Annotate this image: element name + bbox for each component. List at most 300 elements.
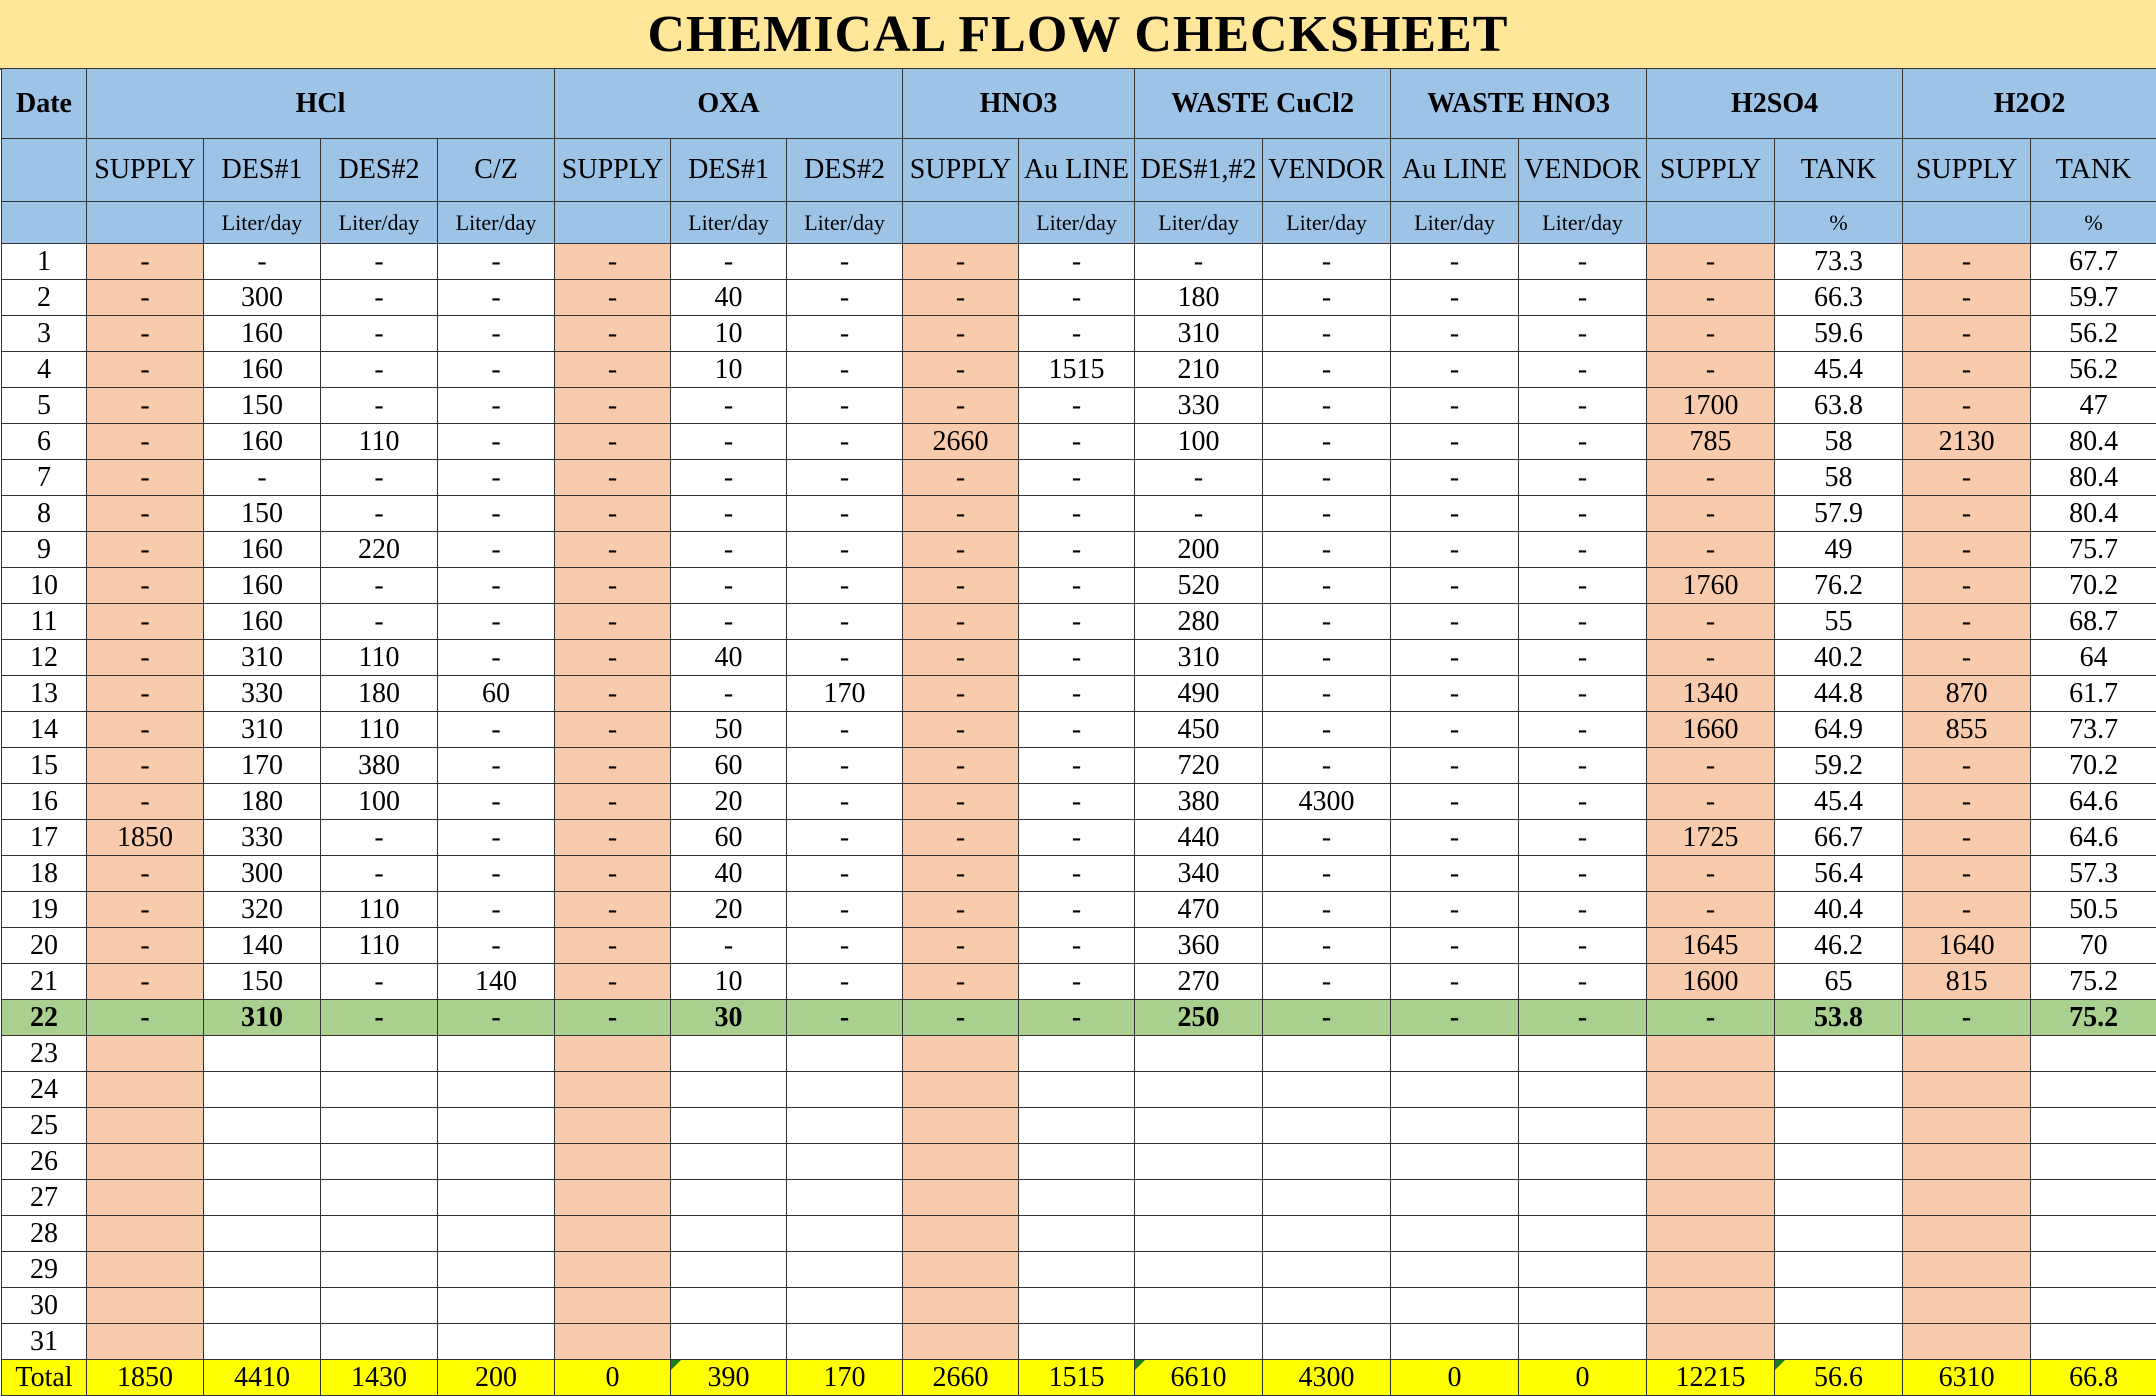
table-cell: 4300 [1263,784,1391,820]
date-unit-blank [2,202,87,244]
table-cell: 30 [671,1000,787,1036]
table-cell [87,1144,204,1180]
table-cell: - [787,604,903,640]
table-cell: - [1391,316,1519,352]
table-cell [1647,1216,1775,1252]
table-cell [1519,1324,1647,1360]
table-cell: - [787,820,903,856]
table-cell [2031,1288,2156,1324]
table-cell: - [1519,604,1647,640]
table-cell: - [87,964,204,1000]
table-cell [2031,1180,2156,1216]
table-cell [1903,1072,2031,1108]
table-cell: - [1903,640,2031,676]
table-cell: - [787,748,903,784]
table-cell [787,1324,903,1360]
table-cell: - [204,460,321,496]
table-cell [204,1144,321,1180]
unit-header [903,202,1019,244]
column-header: DES#1 [671,139,787,202]
table-cell: - [1263,748,1391,784]
table-cell: - [1519,712,1647,748]
table-cell [2031,1252,2156,1288]
table-cell: - [903,640,1019,676]
table-cell: 380 [321,748,438,784]
table-cell [555,1216,671,1252]
table-cell: 64.9 [1775,712,1903,748]
column-header: DES#2 [787,139,903,202]
table-cell: 270 [1135,964,1263,1000]
unit-header: % [1775,202,1903,244]
unit-header: Liter/day [1263,202,1391,244]
table-cell: - [1263,604,1391,640]
table-cell: - [1903,892,2031,928]
column-header: C/Z [438,139,555,202]
date-cell: 9 [2,532,87,568]
table-cell: - [787,280,903,316]
table-cell [1775,1072,1903,1108]
table-row [2,892,2156,928]
table-cell: 330 [204,820,321,856]
table-cell: - [1019,640,1135,676]
table-cell: - [671,568,787,604]
table-cell [671,1036,787,1072]
table-cell [1519,1036,1647,1072]
table-cell: - [1263,388,1391,424]
table-cell [1647,1180,1775,1216]
table-cell: 80.4 [2031,496,2156,532]
table-cell: 20 [671,784,787,820]
table-cell [555,1144,671,1180]
total-cell: 390 [671,1360,787,1396]
table-cell: 75.2 [2031,1000,2156,1036]
table-cell: - [1647,352,1775,388]
table-cell: 10 [671,352,787,388]
table-cell: - [1647,748,1775,784]
table-cell [1135,1252,1263,1288]
table-cell: - [438,568,555,604]
table-cell: 180 [1135,280,1263,316]
table-cell: - [903,1000,1019,1036]
table-cell: 60 [671,820,787,856]
table-cell: 73.3 [1775,244,1903,280]
table-cell [1263,1108,1391,1144]
table-cell: - [1391,820,1519,856]
table-cell: - [555,388,671,424]
table-cell: 170 [204,748,321,784]
table-cell: - [787,496,903,532]
table-cell: - [1263,352,1391,388]
table-cell [1647,1072,1775,1108]
table-cell [1903,1036,2031,1072]
table-cell: - [1903,388,2031,424]
table-cell [321,1144,438,1180]
table-cell: - [1135,496,1263,532]
table-cell: 360 [1135,928,1263,964]
table-cell [555,1288,671,1324]
table-cell: - [555,748,671,784]
table-cell [438,1288,555,1324]
unit-header: Liter/day [321,202,438,244]
table-cell [438,1036,555,1072]
table-cell: - [671,388,787,424]
table-cell [204,1288,321,1324]
table-cell: - [321,1000,438,1036]
date-header: Date [2,69,87,139]
table-cell: - [1391,640,1519,676]
table-cell: - [1647,316,1775,352]
total-cell: 0 [1519,1360,1647,1396]
table-cell [321,1180,438,1216]
unit-header: Liter/day [1519,202,1647,244]
unit-header: Liter/day [1019,202,1135,244]
table-cell: - [555,568,671,604]
table-cell [87,1036,204,1072]
table-cell: - [671,244,787,280]
table-cell [671,1072,787,1108]
table-cell [671,1324,787,1360]
table-row [2,1108,2156,1144]
table-cell [1391,1288,1519,1324]
table-cell: - [671,496,787,532]
table-cell: - [87,424,204,460]
table-cell: - [438,892,555,928]
column-header: SUPPLY [555,139,671,202]
table-cell: 57.9 [1775,496,1903,532]
table-cell: - [1263,928,1391,964]
table-cell [1903,1144,2031,1180]
unit-header [87,202,204,244]
table-cell [1647,1324,1775,1360]
table-cell [204,1036,321,1072]
date-cell: 21 [2,964,87,1000]
table-cell: - [903,748,1019,784]
table-cell: - [321,316,438,352]
table-cell [1263,1324,1391,1360]
table-cell: - [321,820,438,856]
table-cell: - [903,928,1019,964]
table-cell: 340 [1135,856,1263,892]
table-cell: 520 [1135,568,1263,604]
table-cell: - [903,460,1019,496]
table-cell: - [1019,424,1135,460]
date-cell: 6 [2,424,87,460]
table-cell: 250 [1135,1000,1263,1036]
group-header-waste-cucl2: WASTE CuCl2 [1135,69,1391,139]
table-cell: 65 [1775,964,1903,1000]
table-cell: - [1019,280,1135,316]
table-row [2,820,2156,856]
table-cell [787,1144,903,1180]
table-cell: 1700 [1647,388,1775,424]
sheet-title: CHEMICAL FLOW CHECKSHEET [0,0,2156,70]
date-header-blank [2,139,87,202]
table-cell: - [1647,280,1775,316]
table-cell [555,1324,671,1360]
table-cell: - [87,748,204,784]
table-row [2,280,2156,316]
table-cell: 160 [204,316,321,352]
date-cell: 13 [2,676,87,712]
table-cell: - [787,316,903,352]
table-cell: - [1019,892,1135,928]
table-cell: - [1391,568,1519,604]
table-cell [1263,1288,1391,1324]
date-cell: 20 [2,928,87,964]
table-cell: - [787,460,903,496]
table-cell [903,1072,1019,1108]
table-cell [1903,1252,2031,1288]
table-cell [204,1216,321,1252]
table-cell: - [87,460,204,496]
table-cell [903,1144,1019,1180]
table-cell: 300 [204,280,321,316]
table-cell: - [1263,676,1391,712]
table-cell: - [321,964,438,1000]
table-cell: 40 [671,856,787,892]
table-cell: 40 [671,280,787,316]
table-row [2,532,2156,568]
date-cell: 1 [2,244,87,280]
date-cell: 15 [2,748,87,784]
table-cell: 57.3 [2031,856,2156,892]
table-cell [787,1072,903,1108]
table-cell: - [555,532,671,568]
table-cell: 330 [204,676,321,712]
table-cell: - [87,712,204,748]
table-cell: 440 [1135,820,1263,856]
table-cell [903,1216,1019,1252]
table-cell [2031,1072,2156,1108]
table-cell: - [555,1000,671,1036]
table-cell: - [1903,748,2031,784]
date-cell: 26 [2,1144,87,1180]
table-cell [1019,1144,1135,1180]
table-cell: 1640 [1903,928,2031,964]
table-cell: - [903,388,1019,424]
table-cell [321,1216,438,1252]
table-cell: - [1647,496,1775,532]
total-cell: 4300 [1263,1360,1391,1396]
table-cell: - [1019,388,1135,424]
table-cell: - [787,1000,903,1036]
table-cell: - [1903,460,2031,496]
date-cell: 31 [2,1324,87,1360]
column-header: TANK [2031,139,2156,202]
table-cell: - [87,604,204,640]
date-cell: 23 [2,1036,87,1072]
table-cell: - [903,820,1019,856]
table-cell: 73.7 [2031,712,2156,748]
table-cell: - [1263,640,1391,676]
table-row [2,1252,2156,1288]
table-cell: - [671,676,787,712]
table-cell [787,1252,903,1288]
table-cell [787,1216,903,1252]
table-cell [1019,1180,1135,1216]
table-cell [1775,1180,1903,1216]
table-cell: - [787,532,903,568]
table-cell [903,1288,1019,1324]
table-cell: - [1647,460,1775,496]
table-cell: - [1019,568,1135,604]
unit-header [555,202,671,244]
table-cell: - [903,532,1019,568]
table-cell: - [87,1000,204,1036]
table-row [2,1180,2156,1216]
group-header-waste-hno3: WASTE HNO3 [1391,69,1647,139]
table-cell: 70.2 [2031,568,2156,604]
table-cell: - [1519,532,1647,568]
table-cell [87,1180,204,1216]
date-cell: 30 [2,1288,87,1324]
table-cell: 64.6 [2031,820,2156,856]
table-row [2,676,2156,712]
table-cell: - [1647,604,1775,640]
table-cell: 855 [1903,712,2031,748]
table-cell: - [1647,532,1775,568]
table-cell [87,1324,204,1360]
table-cell: 75.2 [2031,964,2156,1000]
table-cell: - [87,280,204,316]
date-cell: 16 [2,784,87,820]
group-header-oxa: OXA [555,69,903,139]
table-cell: - [1263,460,1391,496]
table-cell: - [1391,244,1519,280]
table-cell: - [438,784,555,820]
table-cell: 47 [2031,388,2156,424]
table-cell: - [1903,352,2031,388]
table-cell: 1515 [1019,352,1135,388]
table-cell [1519,1072,1647,1108]
table-cell: - [1519,280,1647,316]
table-cell: - [555,856,671,892]
table-cell: - [1019,604,1135,640]
table-cell: - [1519,820,1647,856]
table-cell: - [1263,892,1391,928]
table-cell: 1760 [1647,568,1775,604]
table-cell: - [555,496,671,532]
column-header: Au LINE [1391,139,1519,202]
date-cell: 2 [2,280,87,316]
table-cell: 80.4 [2031,460,2156,496]
table-cell [1263,1180,1391,1216]
table-row [2,496,2156,532]
table-cell: 70 [2031,928,2156,964]
table-cell: 2660 [903,424,1019,460]
total-row [2,1360,2156,1396]
date-cell: 12 [2,640,87,676]
unit-header: Liter/day [204,202,321,244]
column-header: Au LINE [1019,139,1135,202]
table-cell: - [1903,604,2031,640]
unit-header: Liter/day [671,202,787,244]
table-cell: 110 [321,928,438,964]
table-cell: 160 [204,424,321,460]
table-cell [1019,1072,1135,1108]
table-cell: - [1519,496,1647,532]
table-cell: - [1391,1000,1519,1036]
table-cell [438,1324,555,1360]
table-cell: - [1519,856,1647,892]
table-cell: - [1019,964,1135,1000]
table-cell [1019,1036,1135,1072]
table-row [2,316,2156,352]
table-cell: - [671,460,787,496]
table-cell: - [1391,712,1519,748]
group-header-h2o2: H2O2 [1903,69,2156,139]
table-cell: - [1135,460,1263,496]
total-cell: 66.8 [2031,1360,2156,1396]
table-cell: 785 [1647,424,1775,460]
table-cell: - [1903,856,2031,892]
date-cell: 19 [2,892,87,928]
table-cell: 170 [787,676,903,712]
table-cell: 76.2 [1775,568,1903,604]
total-cell: 1515 [1019,1360,1135,1396]
table-row [2,1144,2156,1180]
table-cell: - [555,820,671,856]
table-cell: - [1519,892,1647,928]
table-cell: - [1263,280,1391,316]
table-cell: 60 [671,748,787,784]
table-cell: - [1263,712,1391,748]
table-cell [1391,1180,1519,1216]
table-cell: - [1019,1000,1135,1036]
table-cell: - [1019,928,1135,964]
table-cell: - [1647,1000,1775,1036]
table-cell [1135,1144,1263,1180]
table-cell: - [787,856,903,892]
table-cell: - [438,316,555,352]
table-cell: - [903,676,1019,712]
table-cell: 160 [204,604,321,640]
date-cell: 7 [2,460,87,496]
table-cell: 55 [1775,604,1903,640]
table-cell: - [87,856,204,892]
table-cell [438,1216,555,1252]
table-cell: - [555,640,671,676]
column-header: SUPPLY [87,139,204,202]
table-cell: 40.2 [1775,640,1903,676]
table-cell: 100 [321,784,438,820]
table-row [2,1216,2156,1252]
table-cell: - [438,280,555,316]
total-cell: 4410 [204,1360,321,1396]
table-cell [2031,1144,2156,1180]
unit-header: % [2031,202,2156,244]
table-cell: 310 [204,712,321,748]
table-cell: 40 [671,640,787,676]
table-cell: - [1391,532,1519,568]
table-cell: 56.2 [2031,352,2156,388]
table-cell: - [1391,928,1519,964]
table-cell: - [903,568,1019,604]
table-cell [903,1252,1019,1288]
table-cell: - [87,496,204,532]
total-cell: 6310 [1903,1360,2031,1396]
total-cell: 0 [555,1360,671,1396]
table-cell: - [1019,676,1135,712]
unit-header: Liter/day [787,202,903,244]
table-cell: - [321,388,438,424]
table-row [2,712,2156,748]
table-cell: - [1391,352,1519,388]
table-cell [1903,1180,2031,1216]
table-cell: - [321,352,438,388]
table-cell: - [1903,496,2031,532]
table-row [2,1288,2156,1324]
